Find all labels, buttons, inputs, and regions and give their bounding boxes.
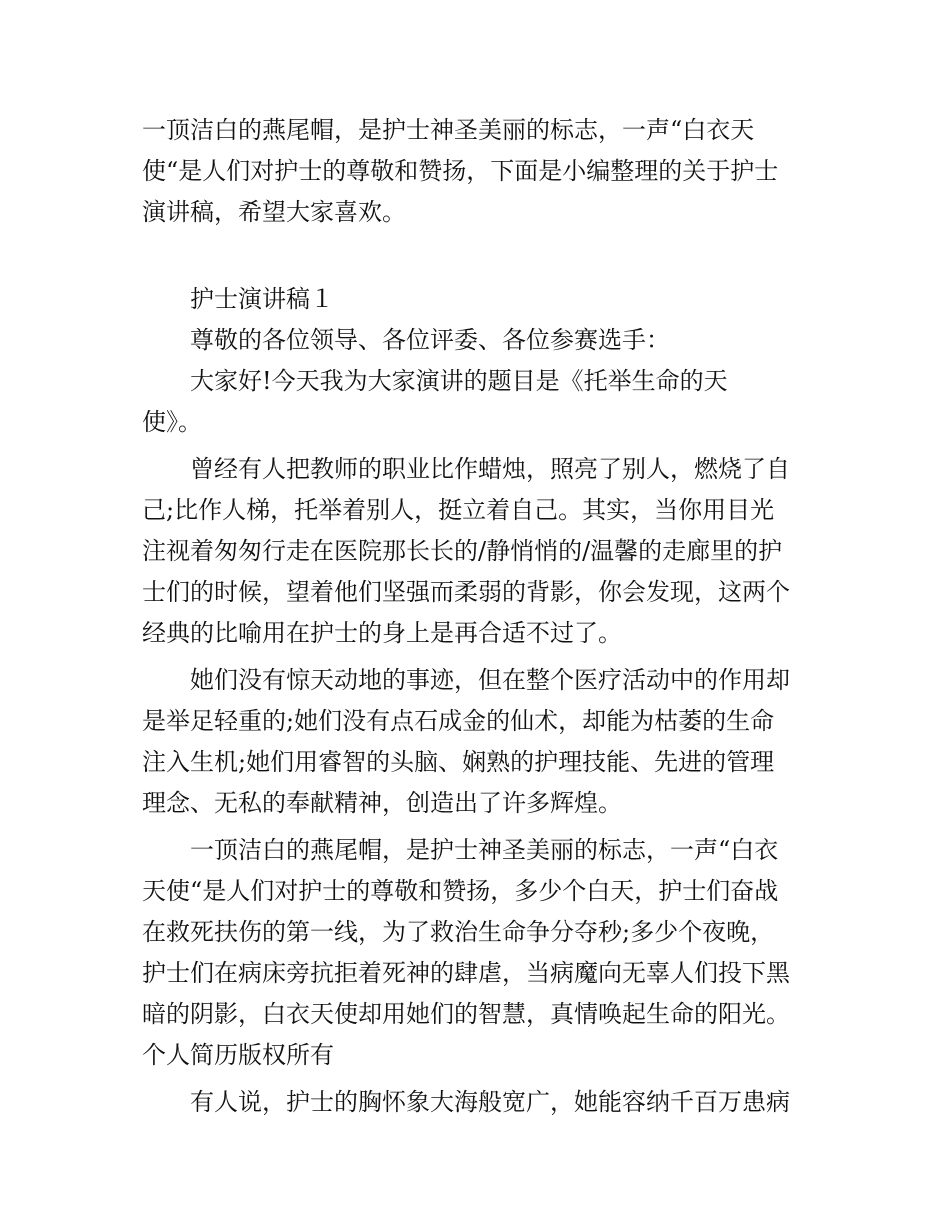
paragraph-1-line-5: 经典的比喻用在护士的身上是再合适不过了。	[142, 619, 622, 647]
paragraph-3-line-4: 护士们在病床旁抗拒着死神的肆虐，当病魔向无辜人们投下黑	[142, 959, 790, 987]
greeting-line-2: 使》。	[142, 408, 202, 436]
paragraph-1-line-2: 己;比作人梯，托举着别人，挺立着自己。其实，当你用目光	[142, 496, 775, 524]
paragraph-1-line-1: 曾经有人把教师的职业比作蜡烛，照亮了别人，燃烧了自	[190, 455, 790, 483]
paragraph-1-line-4: 士们的时候，望着他们坚强而柔弱的背影，你会发现，这两个	[142, 578, 790, 606]
salutation: 尊敬的各位领导、各位评委、各位参赛选手：	[190, 326, 670, 354]
paragraph-3-line-3: 在救死扶伤的第一线，为了救治生命争分夺秒;多少个夜晚，	[142, 918, 775, 946]
paragraph-2-line-3: 注入生机;她们用睿智的头脑、娴熟的护理技能、先进的管理	[142, 748, 775, 776]
paragraph-3-line-2: 天使“是人们对护士的尊敬和赞扬，多少个白天，护士们奋战	[142, 877, 779, 905]
intro-line-1: 一顶洁白的燕尾帽，是护士神圣美丽的标志，一声“白衣天	[142, 116, 755, 144]
copyright-note: 个人简历版权所有	[142, 1041, 334, 1069]
paragraph-2-line-2: 是举足轻重的;她们没有点石成金的仙术，却能为枯萎的生命	[142, 707, 775, 735]
paragraph-1-line-3: 注视着匆匆行走在医院那长长的/静悄悄的/温馨的走廊里的护	[142, 537, 783, 565]
intro-line-2: 使“是人们对护士的尊敬和赞扬，下面是小编整理的关于护士	[142, 157, 779, 185]
paragraph-2-line-1: 她们没有惊天动地的事迹，但在整个医疗活动中的作用却	[190, 666, 790, 694]
section-heading: 护士演讲稿１	[190, 285, 334, 313]
paragraph-3-line-5: 暗的阴影，白衣天使却用她们的智慧，真情唤起生命的阳光。	[142, 1000, 790, 1028]
paragraph-2-line-4: 理念、无私的奉献精神，创造出了许多辉煌。	[142, 789, 622, 817]
paragraph-4-line-1: 有人说，护士的胸怀象大海般宽广，她能容纳千百万患病	[190, 1088, 790, 1116]
paragraph-3-line-1: 一顶洁白的燕尾帽，是护士神圣美丽的标志，一声“白衣	[190, 836, 779, 864]
intro-line-3: 演讲稿，希望大家喜欢。	[142, 198, 406, 226]
greeting-line-1: 大家好!今天我为大家演讲的题目是《托举生命的天	[190, 367, 728, 395]
